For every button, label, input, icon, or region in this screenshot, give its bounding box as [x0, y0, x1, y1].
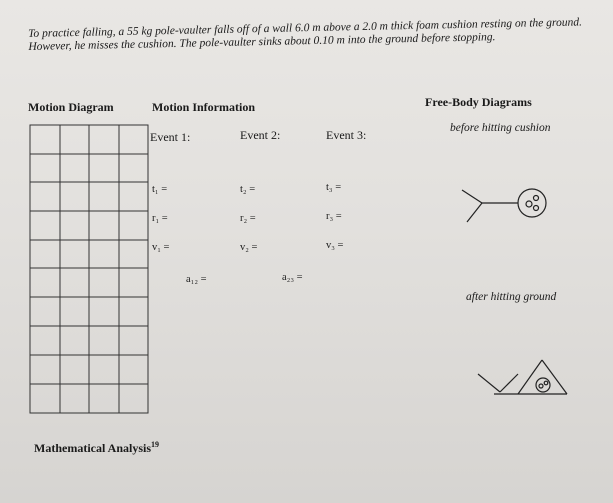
motion-information-heading: Motion Information — [152, 100, 255, 114]
mathematical-analysis-label: Mathematical Analysis — [34, 441, 151, 455]
free-body-diagrams-heading: Free-Body Diagrams — [425, 95, 532, 109]
event-2-label: Event 2: — [240, 128, 281, 142]
r2-field: r₂ = — [240, 213, 256, 224]
motion-diagram-heading: Motion Diagram — [28, 100, 114, 114]
fbd-before-label: before hitting cushion — [450, 122, 551, 134]
t2-field: t₂ = — [240, 184, 256, 195]
problem-statement: To practice falling, a 55 kg pole-vaulter falls off of a wall 6.0 m above a 2.0 m thick foam cushion resting on the ground. However, he misses the cushion. The pole-vaulter sinks about 0.10 m into the ground before stopping. — [28, 16, 583, 53]
mathematical-analysis-heading — [34, 440, 159, 456]
t1-field: t₁ = — [152, 184, 168, 195]
v2-field: v₂ = — [240, 242, 258, 253]
r1-field: r₁ = — [152, 213, 168, 224]
stick-figure-lying-icon — [478, 360, 567, 394]
a23-field: a₂₃ = — [282, 272, 303, 283]
event-1-label: Event 1: — [150, 130, 191, 144]
v1-field: v₁ = — [152, 242, 170, 253]
fbd-after-label: after hitting ground — [466, 291, 557, 303]
footnote-marker: 19 — [151, 440, 159, 449]
stick-figure-falling-icon — [462, 189, 546, 222]
r3-field: r₃ = — [326, 211, 342, 222]
a12-field: a₁₂ = — [186, 274, 207, 285]
event-3-label: Event 3: — [326, 128, 367, 142]
v3-field: v₃ = — [326, 240, 344, 251]
t3-field: t₃ = — [326, 182, 342, 193]
